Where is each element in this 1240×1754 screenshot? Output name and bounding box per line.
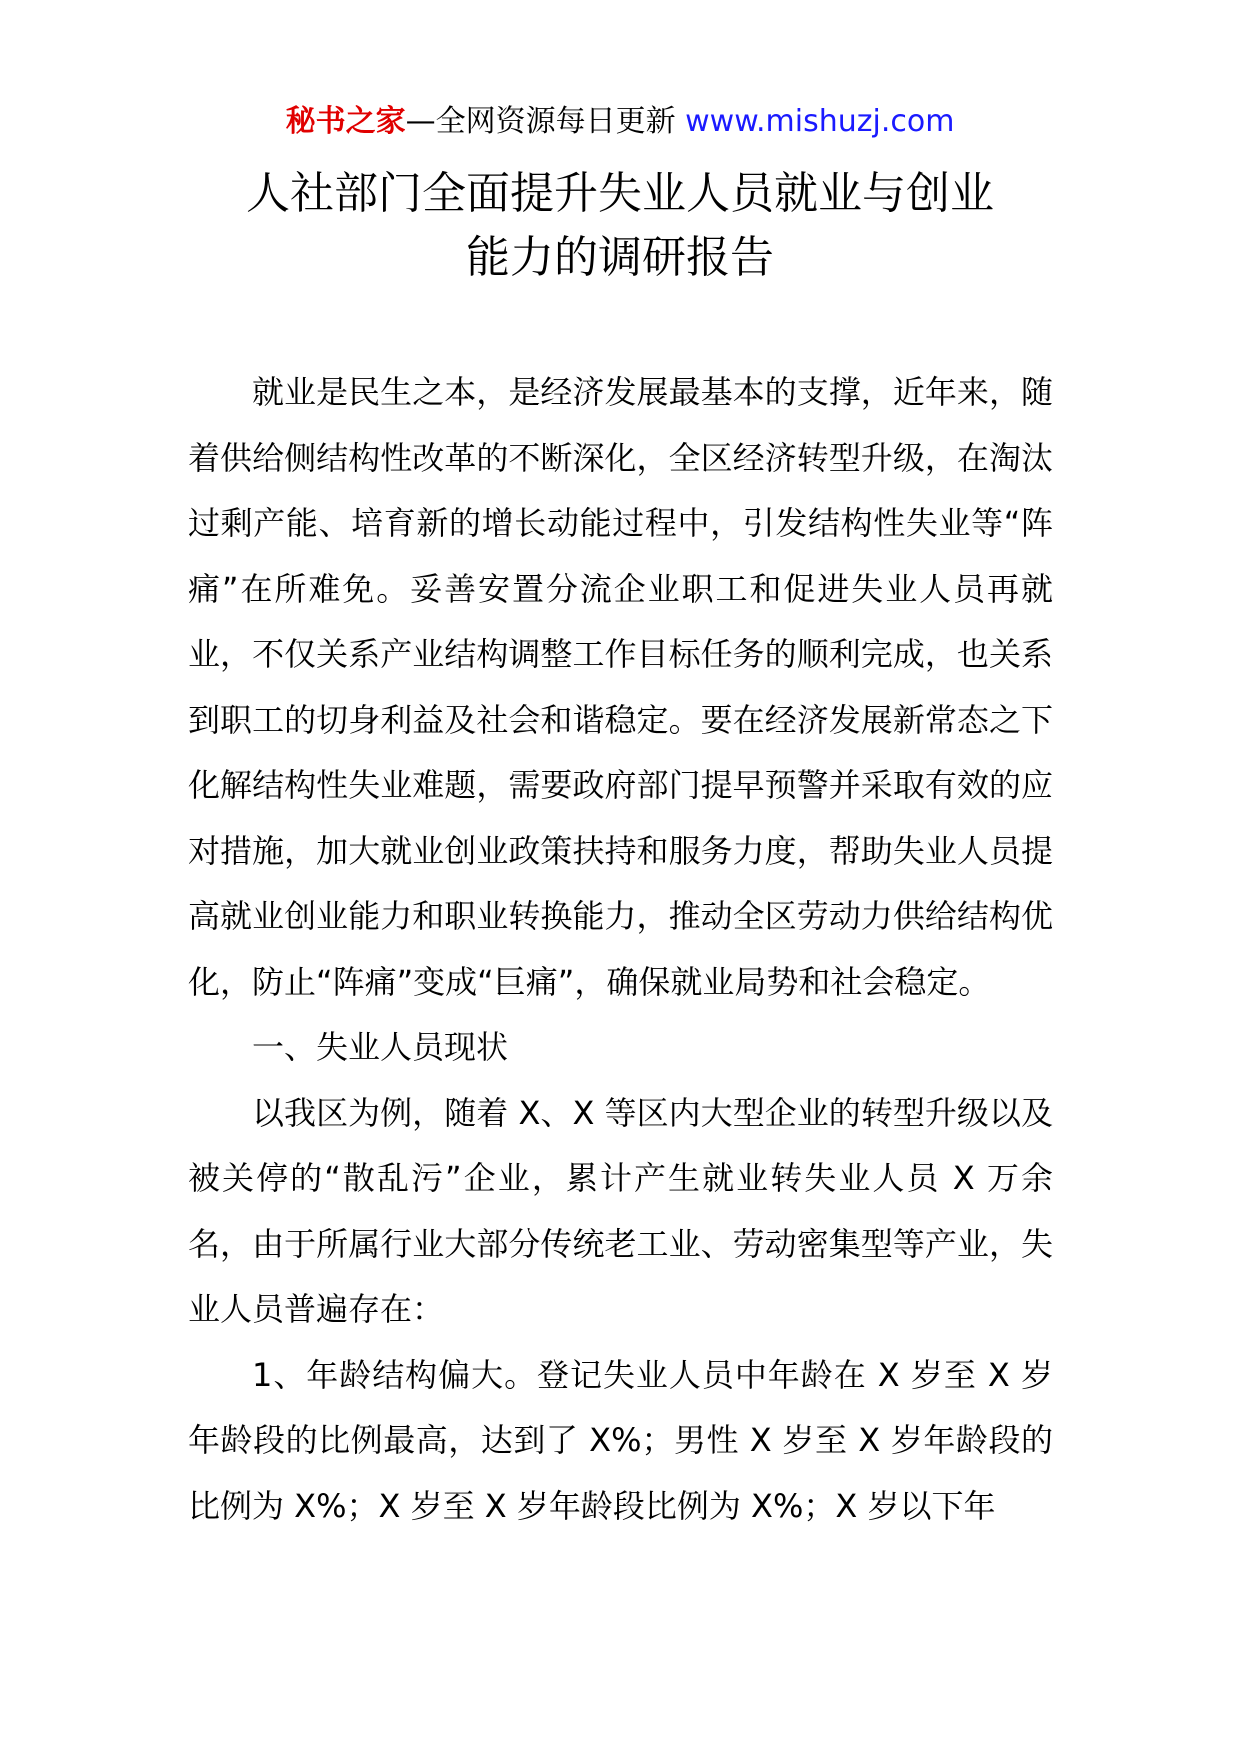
watermark-header [0,102,1240,142]
paragraph-item-1: 1、年龄结构偏大。登记失业人员中年龄在 X 岁至 X 岁年龄段的比例最高，达到了 X%；男性 X 岁至 X 岁年龄段的比例为 X%；X 岁至 X 岁年龄段比例为 X%；X 岁以下年 [188,1355,1053,1525]
brand-name: 秘书之家 [285,104,406,139]
paragraph-section-1: 以我区为例，随着 X、X 等区内大型企业的转型升级以及被关停的“散乱污”企业，累计产生就业转失业人员 X 万余名，由于所属行业大部分传统老工业、劳动密集型等产业，失业人员普遍存在： [188,1093,1053,1328]
document-title-line-1: 人社部门全面提升失业人员就业与创业 [246,168,994,219]
document-title-line-2: 能力的调研报告 [466,232,774,283]
section-heading-1: 一、失业人员现状 [252,1028,509,1066]
paragraph-intro: 就业是民生之本，是经济发展最基本的支撑，近年来，随着供给侧结构性改革的不断深化，全区经济转型升级，在淘汰过剩产能、培育新的增长动能过程中，引发结构性失业等“阵痛”在所难免。妥善安置分流企业职工和促进失业人员再就业，不仅关系产业结构调整工作目标任务的顺利完成，也关系到职工的切身利益及社会和谐稳定。要在经济发展新常态之下化解结构性失业难题，需要政府部门提早预警并采取有效的应对措施，加大就业创业政策扶持和服务力度，帮助失业人员提高就业创业能力和职业转换能力，推动全区劳动力供给结构优化，防止“阵痛”变成“巨痛”，确保就业局势和社会稳定。 [188,373,1053,1001]
brand-slogan: —全网资源每日更新 [405,104,676,139]
site-link[interactable]: www.mishuzj.com [685,104,955,139]
document-body [188,360,1053,1539]
